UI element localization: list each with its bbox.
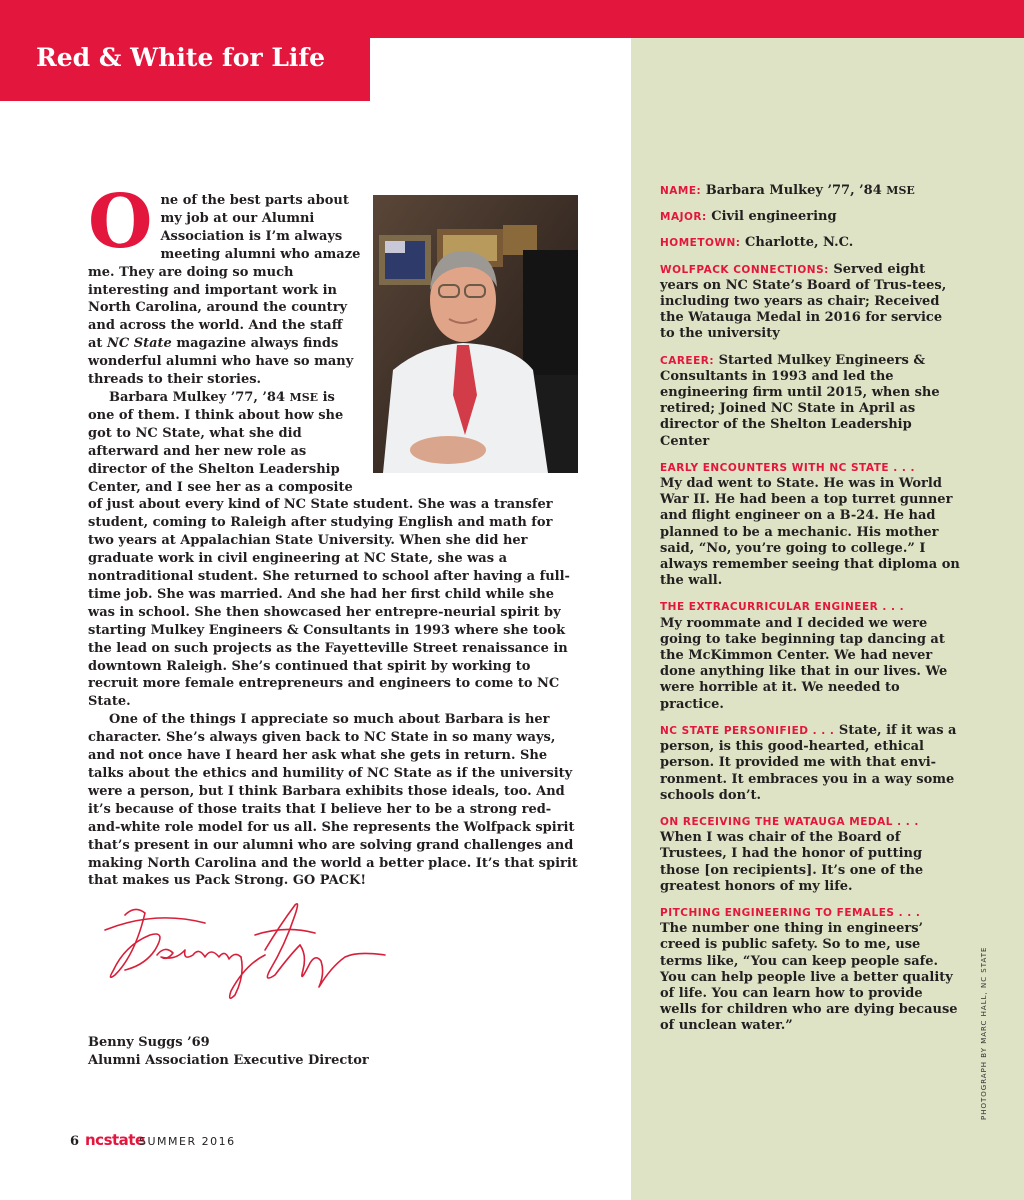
issue-label: SUMMER 2016 bbox=[139, 1135, 236, 1148]
paragraph-3: One of the things I appreciate so much about Barbara is her character. She’s always given back to NC State in so many ways, and not once have I heard her ask what she gets in return. She talks about the ethics and humility of NC State as if the university were a person, but I think Barbara exhibits those ideals, too. And it’s because of those traits that I believe her to be a strong red-and-white role model for us all. She represents the Wolfpack spirit that’s present in our alumni who are solving grand challenges and making North Carolina and the world a better place. It’s that spirit that makes us Pack Strong. GO PACK! bbox=[88, 712, 578, 889]
section-title: Red & White for Life bbox=[36, 43, 326, 72]
top-color-bar bbox=[0, 0, 1024, 38]
career-value: Started Mulkey Engineers & Consultants in 1993 and led the engineering firm until 2015, when she retired; Joined NC State in April as director of the Shelton Leadership Center bbox=[660, 352, 940, 449]
qa-label: ON RECEIVING THE WATAUGA MEDAL . . . bbox=[660, 815, 919, 828]
signer-name: Benny Suggs ’69 bbox=[88, 1035, 210, 1050]
qa-watauga-medal bbox=[660, 814, 960, 895]
major-value: Civil engineering bbox=[711, 209, 837, 225]
handwritten-signature bbox=[95, 895, 395, 1005]
career-label: CAREER: bbox=[660, 354, 715, 367]
qa-text: The number one thing in engineers’ creed is public safety. So to me, use terms like, “You can keep people safe. You can help people live a better quality of life. You can learn how to provide wells for children who are dying because of unclean water.” bbox=[660, 921, 958, 1034]
connections-label: WOLFPACK CONNECTIONS: bbox=[660, 263, 829, 276]
profile-career bbox=[660, 353, 960, 450]
portrait-photo bbox=[373, 195, 578, 473]
section-title-banner bbox=[0, 38, 370, 101]
paragraph-2-start: Barbara Mulkey ’77, ’84 bbox=[109, 389, 290, 405]
qa-text: My roommate and I decided we were going to take beginning tap dancing at the McKimmon Center. We had never done anything like that in our lives. We were horrible at it. We needed to practice. bbox=[660, 615, 948, 712]
qa-text: When I was chair of the Board of Trustees, I had the honor of putting those [on recipients]. It’s one of the greatest honors of my life. bbox=[660, 830, 924, 894]
profile-connections bbox=[660, 262, 960, 343]
qa-extracurricular bbox=[660, 599, 960, 712]
letter-body bbox=[88, 179, 578, 890]
paragraph-2-mse: MSE bbox=[289, 390, 319, 404]
name-mse: MSE bbox=[886, 184, 915, 197]
personified-text: State, if it was a person, is this good-hearted, ethical person. It provided me with that envi-ronment. It embraces you in a way some schools don’t. bbox=[660, 722, 957, 803]
qa-label: EARLY ENCOUNTERS WITH NC STATE . . . bbox=[660, 461, 915, 474]
profile-major bbox=[660, 209, 960, 225]
name-label: NAME: bbox=[660, 185, 702, 197]
qa-label: PITCHING ENGINEERING TO FEMALES . . . bbox=[660, 906, 921, 919]
hometown-value: Charlotte, N.C. bbox=[745, 235, 854, 251]
hometown-label: HOMETOWN: bbox=[660, 237, 741, 250]
profile-hometown bbox=[660, 235, 960, 251]
qa-pitching-engineering bbox=[660, 905, 960, 1035]
paragraph-1-end: magazine always finds wonderful alumni who have so many threads to their stories. bbox=[88, 336, 354, 388]
paragraph-2-text: is one of them. I think about how she got to NC State, what she did afterward and her new role as director of the Shelton Leadership Center, and I see her as a composite of just about every kind of NC State student. She was a transfer student, coming to Raleigh after studying English and math for two years at Appalachian State University. When she did her graduate work in civil engineering at NC State, she was a nontraditional student. She returned to school after having a full-time job. She was married. And she had her first child while she was in school. She then showcased her entrepre-neurial spirit by starting Mulkey Engineers & Consultants in 1993 where she took the lead on such projects as the Fayetteville Street renaissance in downtown Raleigh. She’s continued that spirit by working to recruit more female entrepreneurs and engineers to come to NC State. bbox=[88, 389, 570, 710]
paragraph-1-text: ne of the best parts about my job at our Alumni Association is I’m always meeting alumni who amaze me. They are doing so much interesting and important work in North Carolina, around the country and across the world. And the staff at bbox=[88, 193, 361, 352]
name-value: Barbara Mulkey ’77, ’84 bbox=[705, 183, 887, 198]
major-label: MAJOR: bbox=[660, 211, 707, 224]
signer-title: Alumni Association Executive Director bbox=[88, 1053, 369, 1068]
profile-panel bbox=[660, 183, 960, 1045]
qa-label: THE EXTRACURRICULAR ENGINEER . . . bbox=[660, 601, 905, 614]
page-number: 6 bbox=[70, 1134, 80, 1149]
drop-cap: O bbox=[88, 179, 153, 265]
magazine-title-italic: NC State bbox=[106, 336, 172, 352]
qa-text: My dad went to State. He was in World War II. He had been a top turret gunner and flight engineer on a B-24. He had planned to be a mechanic. His mother said, “No, you’re going to college.” I always remember seeing that diploma on the wall. bbox=[660, 476, 960, 589]
profile-name bbox=[660, 183, 960, 199]
connections-value: Served eight years on NC State’s Board of Trus-tees, including two years as chair; Received the Watauga Medal in 2016 for service to the university bbox=[660, 261, 947, 342]
qa-personified bbox=[660, 723, 960, 804]
qa-early-encounters bbox=[660, 460, 960, 590]
personified-label: NC STATE PERSONIFIED . . . bbox=[660, 724, 835, 737]
photo-credit: PHOTOGRAPH BY MARC HALL, NC STATE bbox=[980, 946, 988, 1120]
ncstate-wordmark-logo: ncstate bbox=[85, 1131, 145, 1149]
